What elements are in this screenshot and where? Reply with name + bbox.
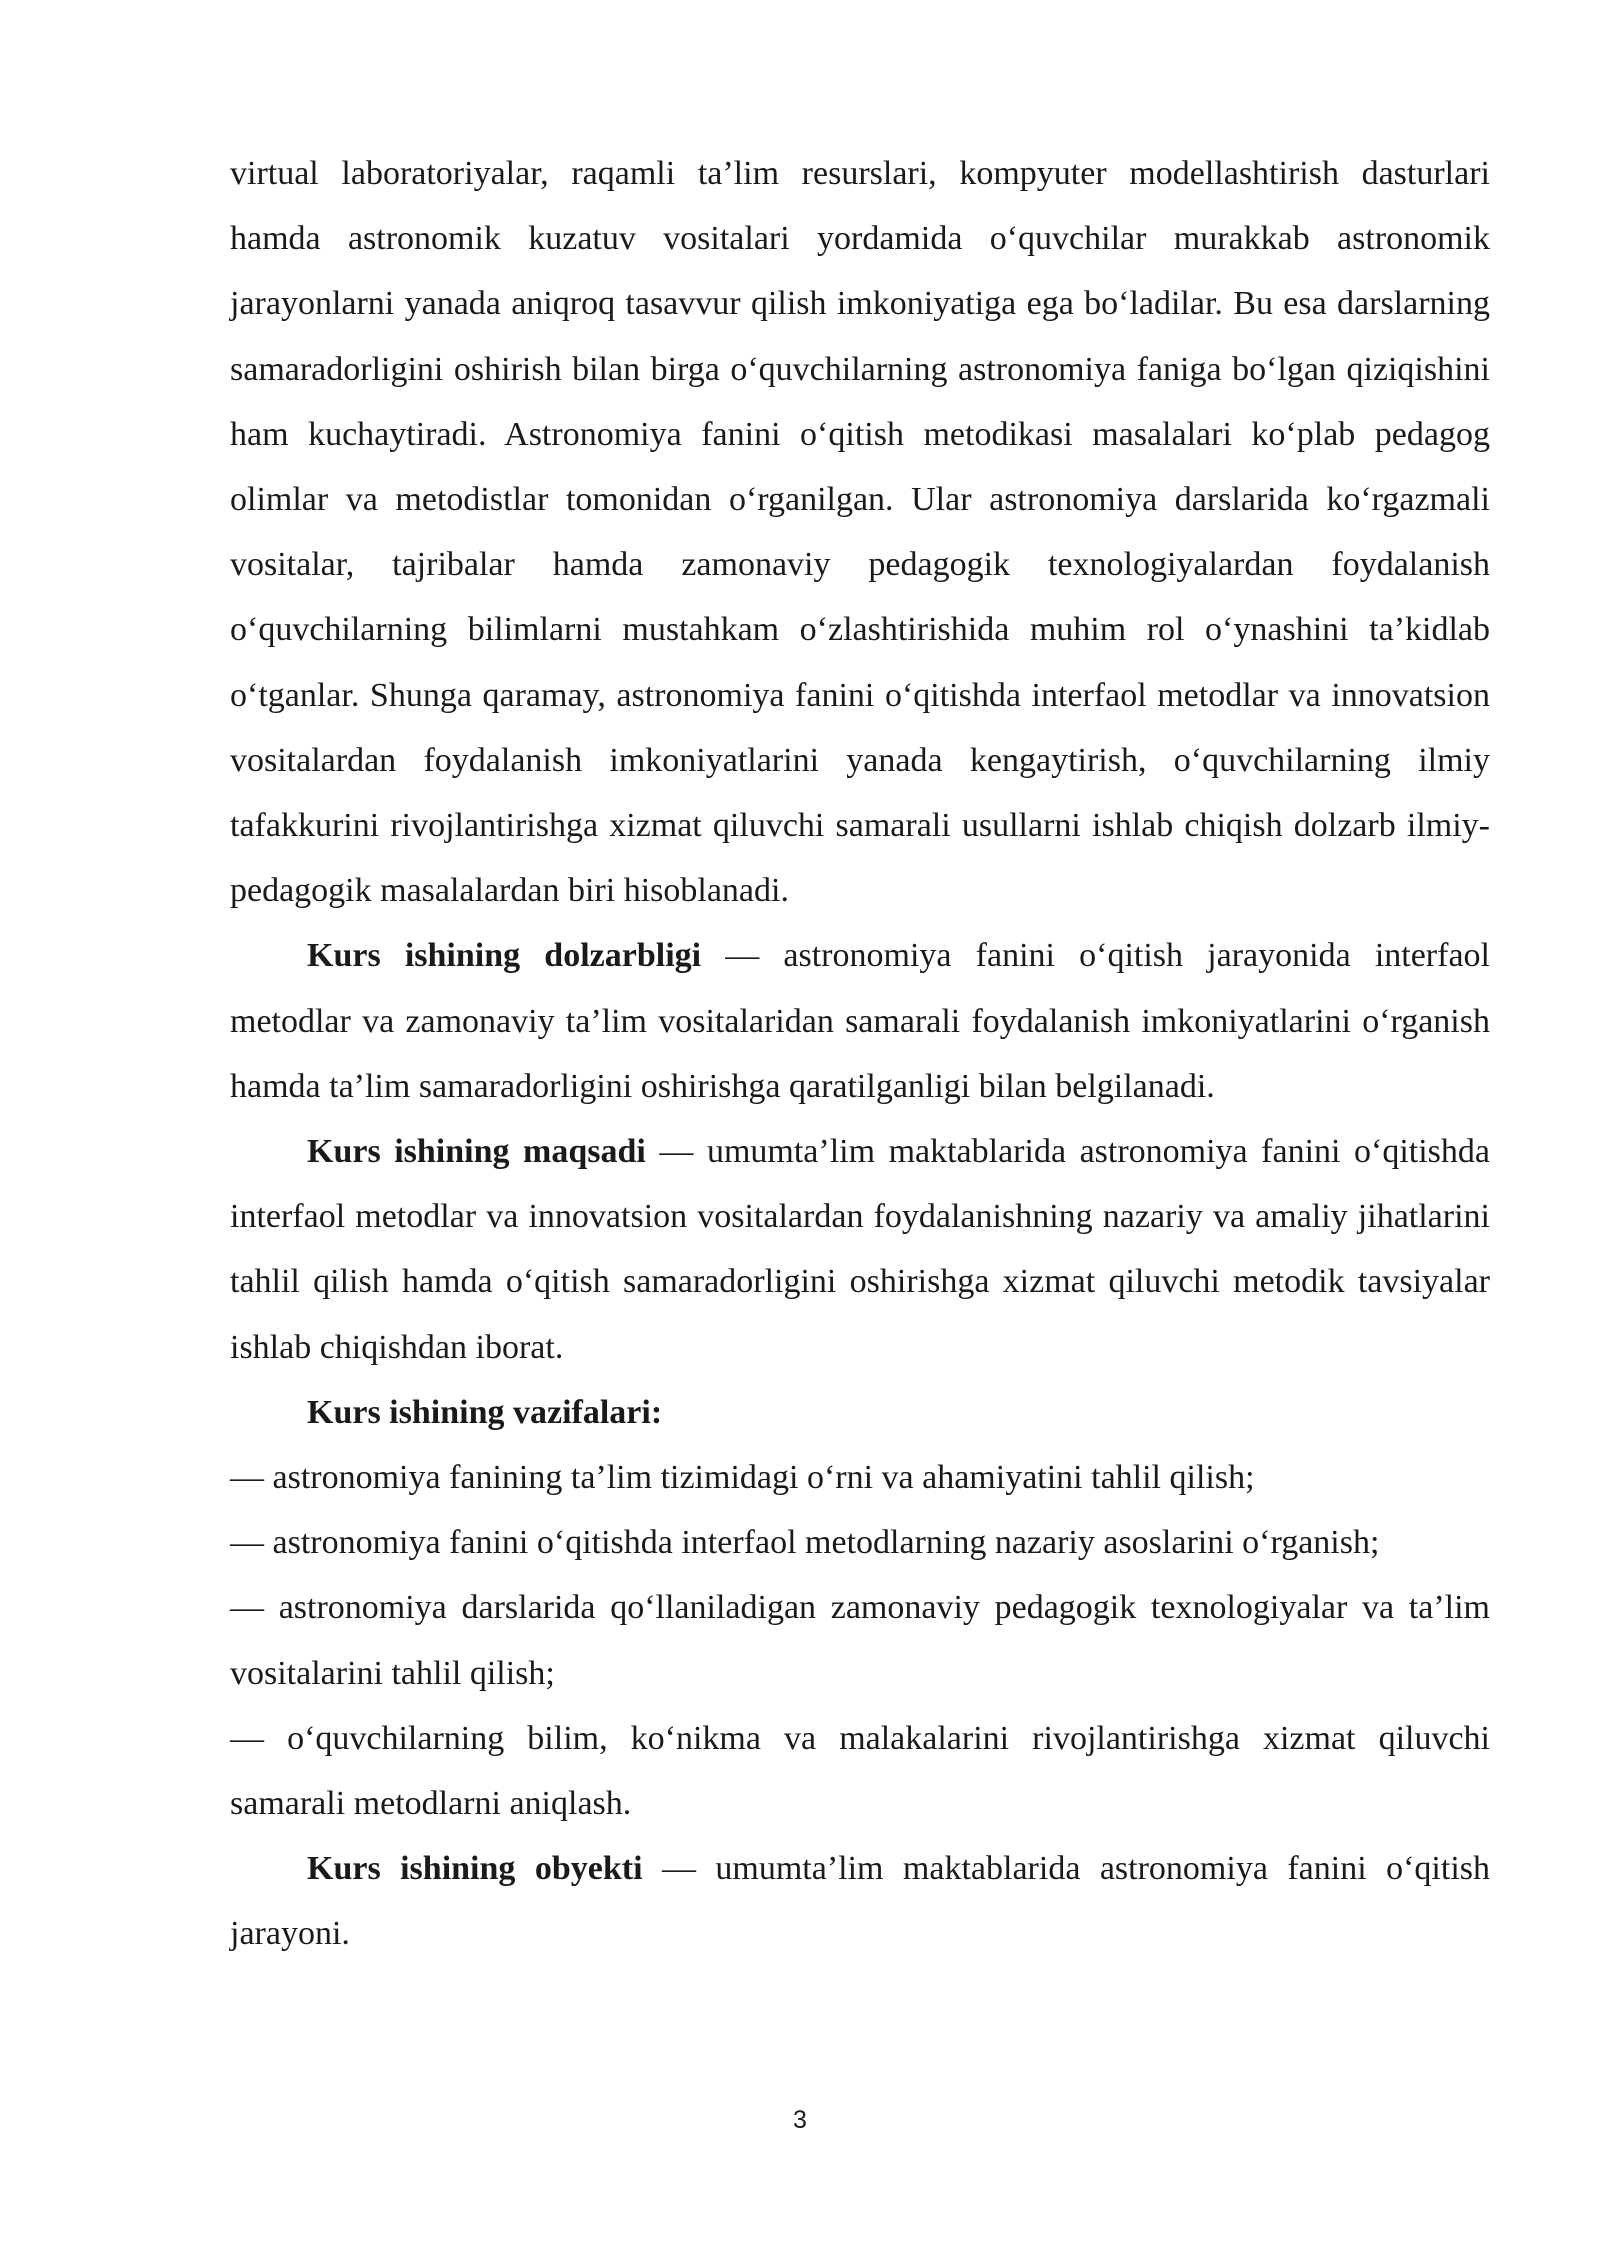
relevance-paragraph [230,923,1490,1119]
intro-paragraph: virtual laboratoriyalar, raqamli ta’lim resurslari, kompyuter modellashtirish dasturlari hamda astronomik kuzatuv vositalari yordamida o‘quvchilar murakkab astronomik jarayonlarni yanada aniqroq tasavvur qilish imkoniyatiga ega bo‘ladilar. Bu esa darslarning samaradorligini oshirish bilan birga o‘quvchilarning astronomiya faniga bo‘lgan qiziqishini ham kuchaytiradi. Astronomiya fanini o‘qitish metodikasi masalalari ko‘plab pedagog olimlar va metodistlar tomonidan o‘rganilgan. Ular astronomiya darslarida ko‘rgazmali vositalar, tajribalar hamda zamonaviy pedagogik texnologiyalardan foydalanish o‘quvchilarning bilimlarni mustahkam o‘zlashtirishida muhim rol o‘ynashini ta’kidlab o‘tganlar. Shunga qaramay, astronomiya fanini o‘qitishda interfaol metodlar va innovatsion vositalardan foydalanish imkoniyatlarini yanada kengaytirish, o‘quvchilarning ilmiy tafakkurini rivojlantirishga xizmat qiluvchi samarali usullarni ishlab chiqish dolzarb ilmiy-pedagogik masalalardan biri hisoblanadi. [230,155,1490,910]
task-item-1: — astronomiya fanining ta’lim tizimidagi o‘rni va ahamiyatini tahlil qilish; [230,1459,1255,1497]
tasks-heading: Kurs ishining vazifalari: [307,1393,663,1431]
document-page [230,141,1490,1967]
page-number: 3 [793,2106,807,2134]
goal-heading: Kurs ishining maqsadi [307,1133,646,1171]
goal-paragraph [230,1119,1490,1380]
object-text: — umumta’lim maktablarida astronomiya fanini o‘qitish jarayoni. [230,1850,1490,1953]
relevance-heading: Kurs ishining dolzarbligi [307,937,702,975]
relevance-text: — astronomiya fanini o‘qitish jarayonida interfaol metodlar va zamonaviy ta’lim vositalaridan samarali foydalanish imkoniyatlarini o‘rganish hamda ta’lim samaradorligini oshirishga qaratilganligi bilan belgilanadi. [230,937,1490,1105]
object-heading: Kurs ishining obyekti [307,1850,643,1888]
task-item-2: — astronomiya fanini o‘qitishda interfaol metodlarning nazariy asoslarini o‘rganish; [230,1524,1380,1562]
task-item-4: — o‘quvchilarning bilim, ko‘nikma va malakalarini rivojlantirishga xizmat qiluvchi samarali metodlarni aniqlash. [230,1719,1490,1823]
object-paragraph [230,1836,1490,1966]
goal-text: — umumta’lim maktablarida astronomiya fanini o‘qitishda interfaol metodlar va innovatsion vositalardan foydalanishning nazariy va amaliy jihatlarini tahlil qilish hamda o‘qitish samaradorligini oshirishga xizmat qiluvchi metodik tavsiyalar ishlab chiqishdan iborat. [230,1133,1490,1366]
task-item-3: — astronomiya darslarida qo‘llaniladigan zamonaviy pedagogik texnologiyalar va ta’lim vositalarini tahlil qilish; [230,1589,1490,1692]
